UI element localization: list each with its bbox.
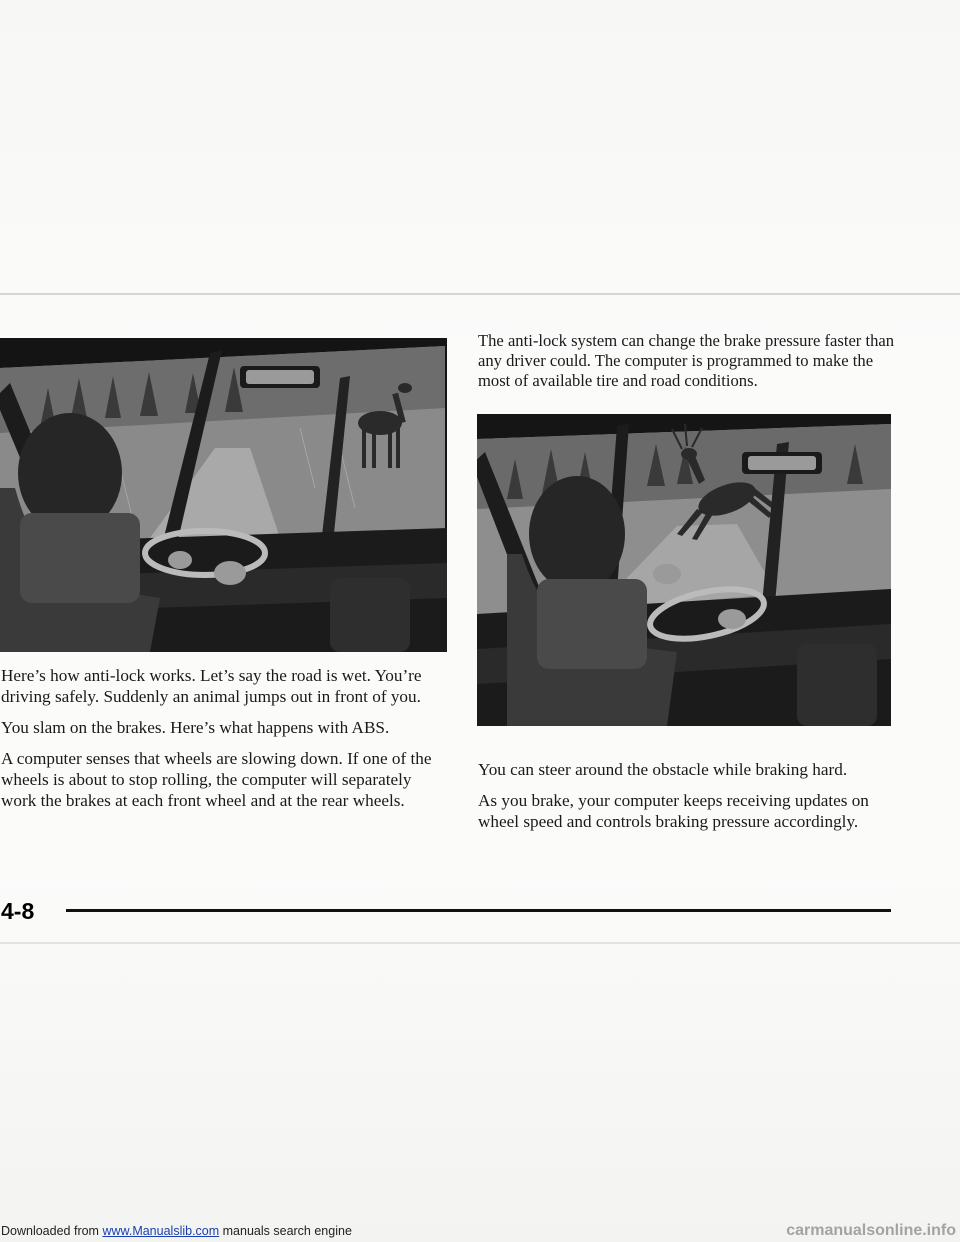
manualslib-link[interactable]: www.Manualslib.com xyxy=(102,1224,220,1238)
watermark-carmanualsonline: carmanualsonline.info xyxy=(786,1222,956,1239)
illustration-deer-jumping xyxy=(477,414,891,726)
page-footer-rule xyxy=(66,909,891,912)
paragraph-computer-senses: A computer senses that wheels are slowing down. If one of the wheels is about to stop rolling, the computer will separately work the brakes at each front wheel and at the rear wheels. xyxy=(1,749,432,810)
right-column-top-text xyxy=(478,331,908,401)
paragraph-antilock-system: The anti-lock system can change the brake pressure faster than any driver could. The computer is programmed to make the most of available tire and road conditions. xyxy=(478,331,895,390)
paragraph-brake-updates: As you brake, your computer keeps receiving updates on wheel speed and controls braking pressure accordingly. xyxy=(478,791,869,831)
footer-suffix: manuals search engine xyxy=(219,1224,352,1238)
left-column-text xyxy=(1,665,447,821)
illustration-deer-ahead xyxy=(0,338,447,652)
paragraph-steer-around: You can steer around the obstacle while braking hard. xyxy=(478,760,848,779)
right-column-bottom-text xyxy=(478,759,908,842)
footer-prefix: Downloaded from xyxy=(1,1224,103,1238)
download-footer xyxy=(0,1222,960,1242)
page-number: 4-8 xyxy=(1,898,35,924)
paragraph-how-antilock-works: Here’s how anti-lock works. Let’s say the road is wet. You’re driving safely. Suddenly an animal jumps out in front of you. xyxy=(1,666,422,706)
paragraph-slam-brakes: You slam on the brakes. Here’s what happens with ABS. xyxy=(1,718,390,737)
scan-edge-rule-bottom xyxy=(0,942,960,944)
footer-source xyxy=(1,1224,352,1238)
scan-edge-rule xyxy=(0,293,960,295)
